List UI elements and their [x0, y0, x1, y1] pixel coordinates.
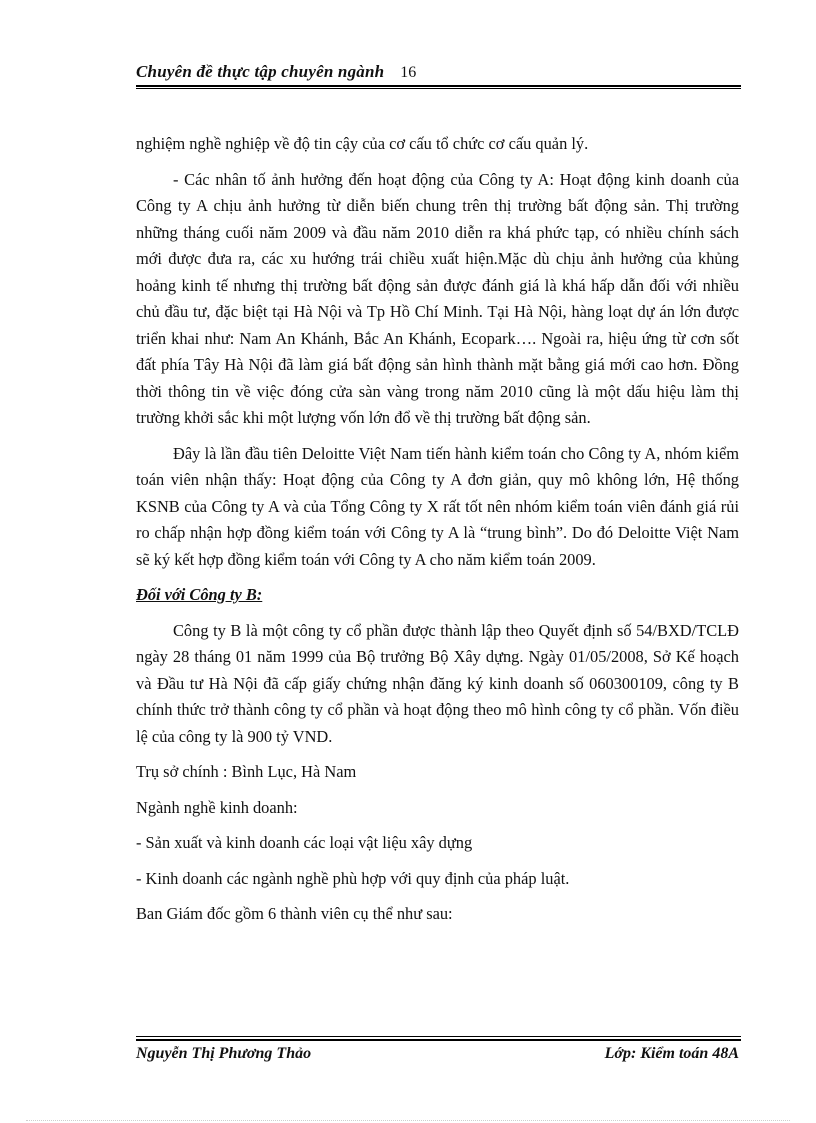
page-edge-divider [26, 1120, 790, 1121]
business-line-item: - Sản xuất và kinh doanh các loại vật liệu xây dựng [136, 833, 473, 852]
class-label: Lớp: Kiểm toán 48A [604, 1045, 739, 1062]
page-footer [136, 1043, 739, 1065]
page-body [136, 131, 739, 928]
header-rule-thick [136, 85, 741, 87]
paragraph-deloitte-assessment: Đây là lần đầu tiên Deloitte Việt Nam tiến hành kiểm toán cho Công ty A, nhóm kiểm toán viên nhận thấy: Hoạt động của Công ty A đơn giản, quy mô không lớn, Hệ thống KSNB của Công ty A và của Tổng Công ty X rất tốt nên nhóm kiểm toán viên đánh giá rủi ro chấp nhận hợp đồng kiểm toán với Công ty A là “trung bình”. Do đó Deloitte Việt Nam sẽ ký kết hợp đồng kiểm toán với Công ty A cho năm kiểm toán 2009. [136, 443, 739, 569]
page-header [136, 58, 741, 82]
document-title: Chuyên đề thực tập chuyên ngành [136, 62, 385, 81]
paragraph-company-a-factors: - Các nhân tố ảnh hưởng đến hoạt động của Công ty A: Hoạt động kinh doanh của Công ty A chịu ảnh hưởng từ diễn biến chung trên thị trường bất động sản. Thị trường những tháng cuối năm 2009 và đầu năm 2010 diễn ra khá phức tạp, có nhiều chính sách mới được đưa ra, các xu hướng trái chiều xuất hiện.Mặc dù chịu ảnh hưởng của khủng hoảng kinh tế nhưng thị trường bất động sản được đánh giá là khá hấp dẫn đối với nhiều chủ đầu tư, đặc biệt tại Hà Nội và Tp Hồ Chí Minh. Tại Hà Nội, hàng loạt dự án lớn được triển khai như: Nam An Khánh, Bắc An Khánh, Ecopark…. Ngoài ra, hiệu ứng từ cơn sốt đất phía Tây Hà Nội đã làm giá bất động sản hình thành mặt bằng giá mới cao hơn. Đồng thời thông tin về việc đóng cửa sàn vàng trong năm 2010 cũng là một dấu hiệu làm thị trường khởi sắc khi một lượng vốn lớn đổ về thị trường bất động sản. [136, 169, 739, 427]
headquarters-line: Trụ sở chính : Bình Lục, Hà Nam [136, 762, 357, 781]
author-name: Nguyễn Thị Phương Thảo [136, 1045, 312, 1062]
business-lines-label: Ngành nghề kinh doanh: [136, 797, 298, 817]
section-heading-company-b: Đối với Công ty B: [136, 585, 263, 604]
board-of-directors-line: Ban Giám đốc gồm 6 thành viên cụ thể như sau: [136, 904, 453, 923]
paragraph-continuation: nghiệm nghề nghiệp về độ tin cậy của cơ cấu tổ chức cơ cấu quản lý. [136, 134, 589, 153]
footer-rule-thick [136, 1039, 741, 1041]
paragraph-company-b-intro: Công ty B là một công ty cổ phần được thành lập theo Quyết định số 54/BXD/TCLĐ ngày 28 tháng 01 năm 1999 của Bộ trưởng Bộ Xây dựng. Ngày 01/05/2008, Sở Kế hoạch và Đầu tư Hà Nội đã cấp giấy chứng nhận đăng ký kinh doanh số 060300109, công ty B chính thức trở thành công ty cổ phần và hoạt động theo mô hình công ty cổ phần. Vốn điều lệ của công ty là 900 tỷ VND. [136, 620, 739, 746]
page-number: 16 [400, 64, 417, 81]
footer-rule-thin [136, 1036, 741, 1037]
business-line-item: - Kinh doanh các ngành nghề phù hợp với quy định của pháp luật. [136, 868, 570, 888]
header-rule-thin [136, 88, 741, 89]
